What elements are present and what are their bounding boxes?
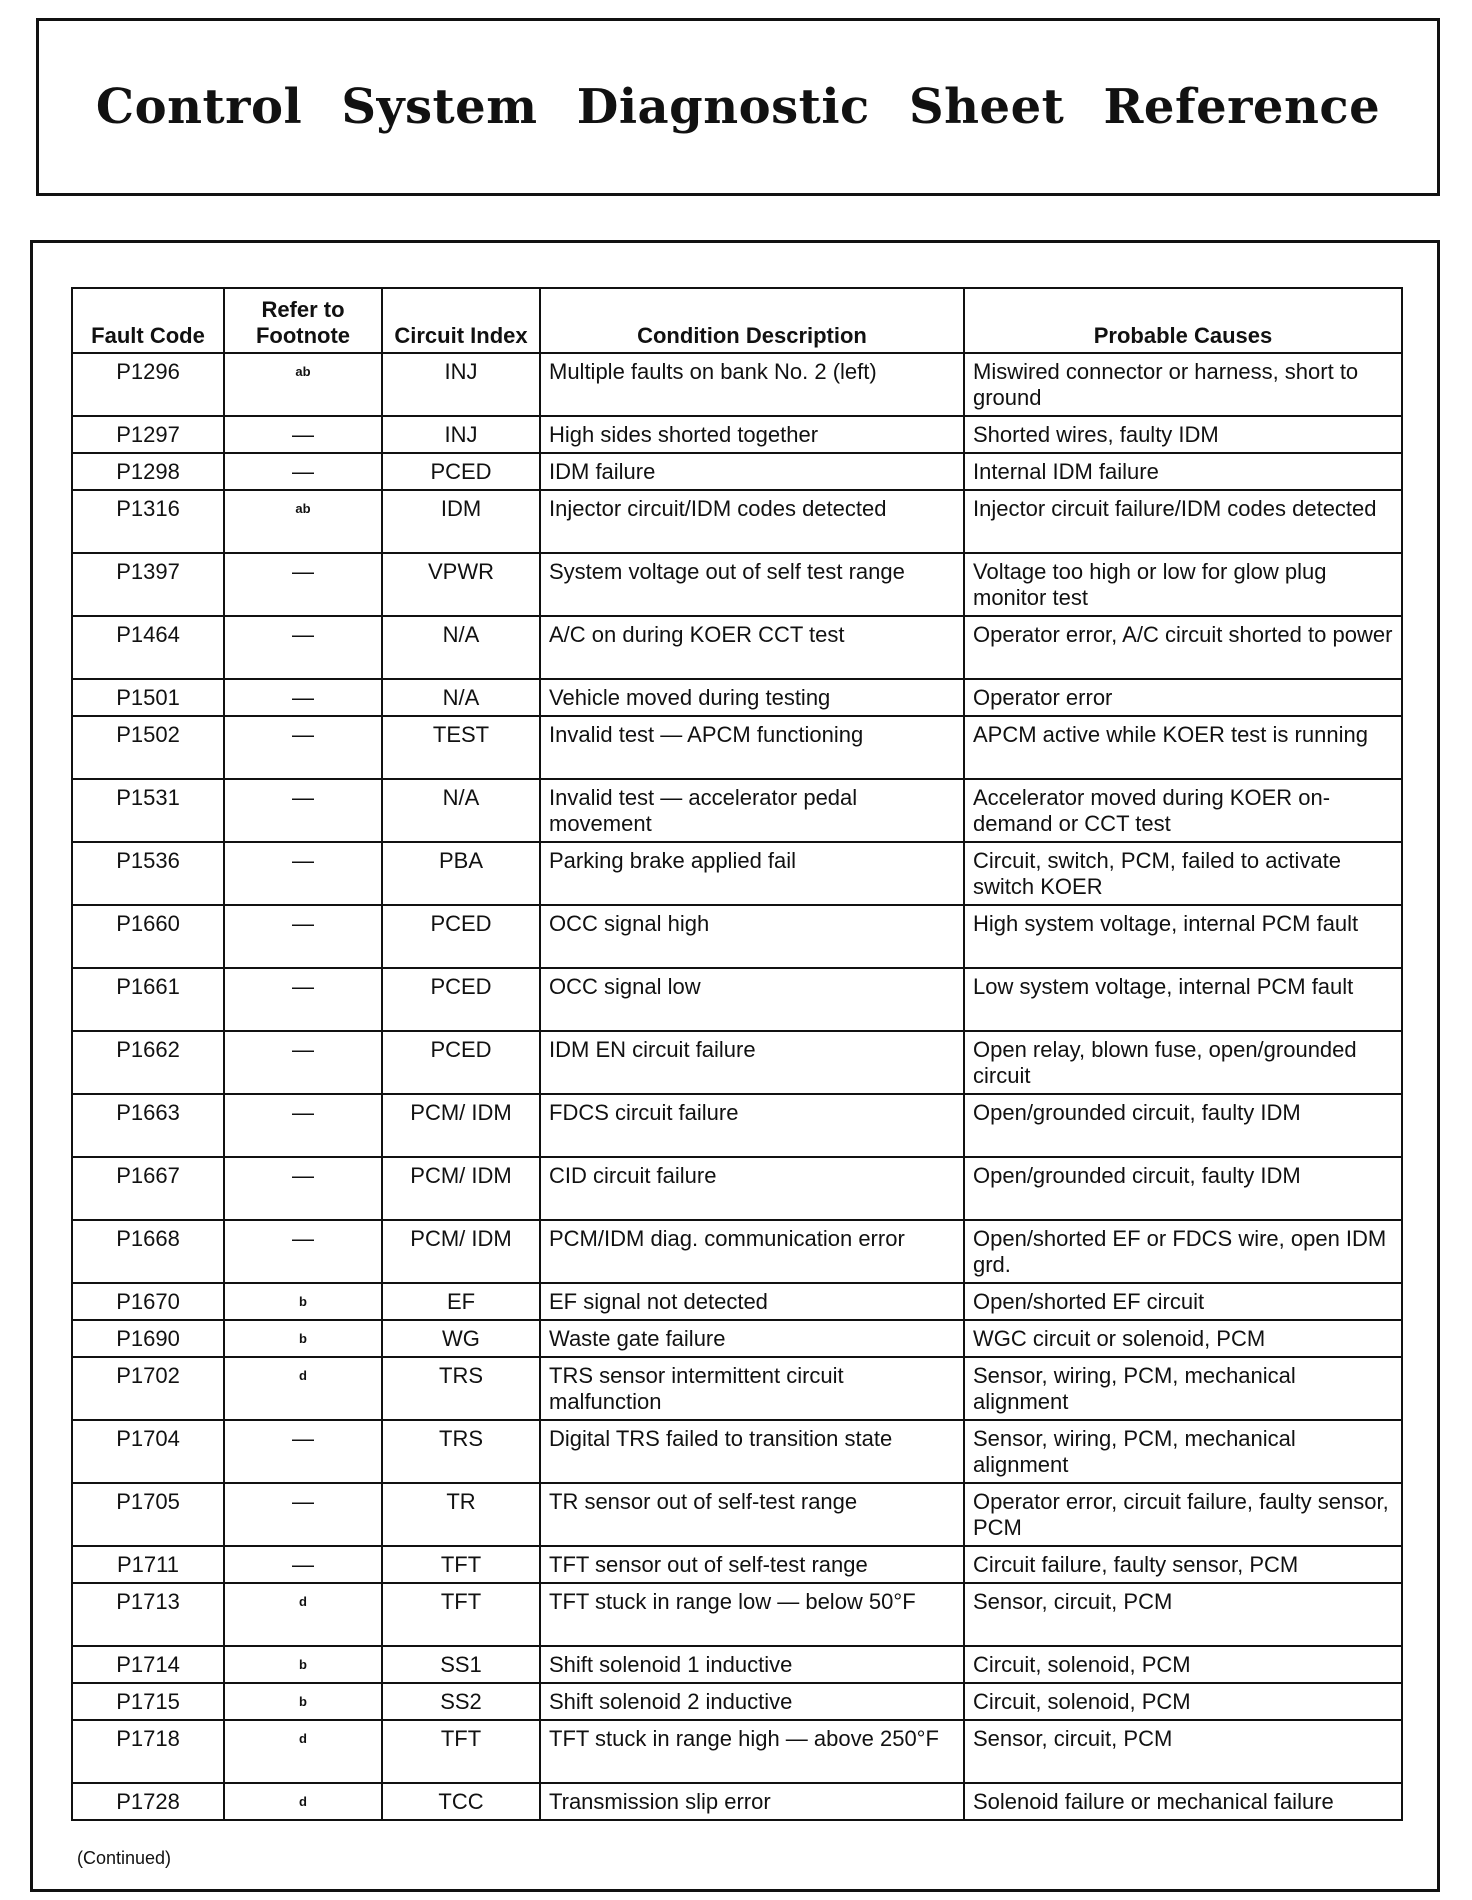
probable-causes-cell: Low system voltage, internal PCM fault bbox=[964, 968, 1402, 1031]
table-row bbox=[72, 1357, 1402, 1420]
condition-description-cell: Digital TRS failed to transition state bbox=[540, 1420, 964, 1483]
footnote-cell: — bbox=[224, 716, 382, 779]
condition-description-cell: Waste gate failure bbox=[540, 1320, 964, 1357]
probable-causes-cell: Circuit failure, faulty sensor, PCM bbox=[964, 1546, 1402, 1583]
condition-description-cell: OCC signal high bbox=[540, 905, 964, 968]
footnote-cell: — bbox=[224, 1220, 382, 1283]
fault-code-cell: P1667 bbox=[72, 1157, 224, 1220]
footnote-cell: — bbox=[224, 553, 382, 616]
circuit-index-cell: VPWR bbox=[382, 553, 540, 616]
probable-causes-cell: WGC circuit or solenoid, PCM bbox=[964, 1320, 1402, 1357]
circuit-index-cell: PCM/ IDM bbox=[382, 1157, 540, 1220]
table-row bbox=[72, 1683, 1402, 1720]
fault-code-cell: P1502 bbox=[72, 716, 224, 779]
table-header-row bbox=[72, 288, 1402, 353]
footnote-cell: — bbox=[224, 453, 382, 490]
circuit-index-cell: TR bbox=[382, 1483, 540, 1546]
footnote-cell: — bbox=[224, 616, 382, 679]
circuit-index-cell: INJ bbox=[382, 416, 540, 453]
footnote-cell: — bbox=[224, 416, 382, 453]
condition-description-cell: High sides shorted together bbox=[540, 416, 964, 453]
fault-code-cell: P1316 bbox=[72, 490, 224, 553]
circuit-index-cell: N/A bbox=[382, 616, 540, 679]
probable-causes-cell: Miswired connector or harness, short to ground bbox=[964, 353, 1402, 416]
condition-description-cell: TFT sensor out of self-test range bbox=[540, 1546, 964, 1583]
fault-code-cell: P1397 bbox=[72, 553, 224, 616]
table-row bbox=[72, 1546, 1402, 1583]
circuit-index-cell: IDM bbox=[382, 490, 540, 553]
circuit-index-cell: PCED bbox=[382, 1031, 540, 1094]
footnote-cell: — bbox=[224, 1094, 382, 1157]
footnote-cell: — bbox=[224, 1420, 382, 1483]
condition-description-cell: OCC signal low bbox=[540, 968, 964, 1031]
condition-description-cell: TRS sensor intermittent circuit malfunction bbox=[540, 1357, 964, 1420]
footnote-cell: — bbox=[224, 1483, 382, 1546]
condition-description-cell: IDM EN circuit failure bbox=[540, 1031, 964, 1094]
title-box bbox=[36, 18, 1440, 196]
footnote-cell: — bbox=[224, 842, 382, 905]
table-row bbox=[72, 553, 1402, 616]
probable-causes-cell: Circuit, solenoid, PCM bbox=[964, 1646, 1402, 1683]
table-row bbox=[72, 1646, 1402, 1683]
table-row bbox=[72, 1220, 1402, 1283]
condition-description-cell: CID circuit failure bbox=[540, 1157, 964, 1220]
circuit-index-cell: INJ bbox=[382, 353, 540, 416]
probable-causes-cell: Sensor, circuit, PCM bbox=[964, 1720, 1402, 1783]
fault-code-cell: P1704 bbox=[72, 1420, 224, 1483]
table-row bbox=[72, 453, 1402, 490]
footnote-cell: — bbox=[224, 679, 382, 716]
probable-causes-cell: Open/shorted EF circuit bbox=[964, 1283, 1402, 1320]
table-row bbox=[72, 1720, 1402, 1783]
circuit-index-cell: PCED bbox=[382, 905, 540, 968]
fault-code-cell: P1298 bbox=[72, 453, 224, 490]
circuit-index-cell: TFT bbox=[382, 1720, 540, 1783]
probable-causes-cell: Circuit, switch, PCM, failed to activate switch KOER bbox=[964, 842, 1402, 905]
table-row bbox=[72, 1420, 1402, 1483]
fault-code-cell: P1670 bbox=[72, 1283, 224, 1320]
fault-code-cell: P1662 bbox=[72, 1031, 224, 1094]
condition-description-cell: TFT stuck in range low — below 50°F bbox=[540, 1583, 964, 1646]
condition-description-cell: Injector circuit/IDM codes detected bbox=[540, 490, 964, 553]
circuit-index-cell: PBA bbox=[382, 842, 540, 905]
footnote-cell: d bbox=[224, 1583, 382, 1646]
continued-note: (Continued) bbox=[77, 1848, 172, 1868]
table-row bbox=[72, 1031, 1402, 1094]
condition-description-cell: Shift solenoid 2 inductive bbox=[540, 1683, 964, 1720]
probable-causes-cell: Operator error bbox=[964, 679, 1402, 716]
circuit-index-cell: EF bbox=[382, 1283, 540, 1320]
condition-description-cell: PCM/IDM diag. communication error bbox=[540, 1220, 964, 1283]
fault-code-cell: P1660 bbox=[72, 905, 224, 968]
table-row bbox=[72, 905, 1402, 968]
footnote-cell: — bbox=[224, 779, 382, 842]
footnote-cell: d bbox=[224, 1720, 382, 1783]
fault-code-table bbox=[71, 287, 1403, 1821]
table-row bbox=[72, 1157, 1402, 1220]
circuit-index-cell: SS1 bbox=[382, 1646, 540, 1683]
probable-causes-cell: Sensor, circuit, PCM bbox=[964, 1583, 1402, 1646]
table-row bbox=[72, 968, 1402, 1031]
probable-causes-cell: Solenoid failure or mechanical failure bbox=[964, 1783, 1402, 1820]
probable-causes-cell: Open/grounded circuit, faulty IDM bbox=[964, 1094, 1402, 1157]
footnote-cell: — bbox=[224, 1157, 382, 1220]
probable-causes-cell: Injector circuit failure/IDM codes detected bbox=[964, 490, 1402, 553]
condition-description-cell: Multiple faults on bank No. 2 (left) bbox=[540, 353, 964, 416]
fault-code-cell: P1531 bbox=[72, 779, 224, 842]
table-row bbox=[72, 416, 1402, 453]
condition-description-cell: System voltage out of self test range bbox=[540, 553, 964, 616]
circuit-index-cell: PCM/ IDM bbox=[382, 1220, 540, 1283]
table-row bbox=[72, 716, 1402, 779]
condition-description-cell: Shift solenoid 1 inductive bbox=[540, 1646, 964, 1683]
table-row bbox=[72, 1320, 1402, 1357]
table-row bbox=[72, 1283, 1402, 1320]
probable-causes-cell: Operator error, A/C circuit shorted to power bbox=[964, 616, 1402, 679]
fault-code-cell: P1464 bbox=[72, 616, 224, 679]
probable-causes-cell: Shorted wires, faulty IDM bbox=[964, 416, 1402, 453]
table-row bbox=[72, 679, 1402, 716]
probable-causes-cell: Open relay, blown fuse, open/grounded circuit bbox=[964, 1031, 1402, 1094]
footnote-cell: — bbox=[224, 968, 382, 1031]
table-row bbox=[72, 1094, 1402, 1157]
table-row bbox=[72, 490, 1402, 553]
footnote-cell: b bbox=[224, 1283, 382, 1320]
footnote-cell: ab bbox=[224, 353, 382, 416]
footnote-cell: — bbox=[224, 905, 382, 968]
page-title: Control System Diagnostic Sheet Reference bbox=[95, 79, 1381, 135]
fault-code-cell: P1715 bbox=[72, 1683, 224, 1720]
condition-description-cell: EF signal not detected bbox=[540, 1283, 964, 1320]
circuit-index-cell: TRS bbox=[382, 1420, 540, 1483]
circuit-index-cell: WG bbox=[382, 1320, 540, 1357]
condition-description-cell: Invalid test — accelerator pedal movement bbox=[540, 779, 964, 842]
circuit-index-cell: TFT bbox=[382, 1546, 540, 1583]
probable-causes-cell: Accelerator moved during KOER on-demand or CCT test bbox=[964, 779, 1402, 842]
header-probable-causes: Probable Causes bbox=[964, 288, 1402, 353]
probable-causes-cell: Internal IDM failure bbox=[964, 453, 1402, 490]
condition-description-cell: TR sensor out of self-test range bbox=[540, 1483, 964, 1546]
fault-code-cell: P1705 bbox=[72, 1483, 224, 1546]
fault-code-cell: P1297 bbox=[72, 416, 224, 453]
probable-causes-cell: Sensor, wiring, PCM, mechanical alignment bbox=[964, 1357, 1402, 1420]
circuit-index-cell: PCED bbox=[382, 453, 540, 490]
condition-description-cell: Parking brake applied fail bbox=[540, 842, 964, 905]
probable-causes-cell: Voltage too high or low for glow plug monitor test bbox=[964, 553, 1402, 616]
table-row bbox=[72, 779, 1402, 842]
fault-code-cell: P1661 bbox=[72, 968, 224, 1031]
fault-code-cell: P1711 bbox=[72, 1546, 224, 1583]
probable-causes-cell: High system voltage, internal PCM fault bbox=[964, 905, 1402, 968]
footnote-cell: b bbox=[224, 1683, 382, 1720]
probable-causes-cell: Operator error, circuit failure, faulty sensor, PCM bbox=[964, 1483, 1402, 1546]
footnote-cell: ab bbox=[224, 490, 382, 553]
table-row bbox=[72, 1583, 1402, 1646]
condition-description-cell: Vehicle moved during testing bbox=[540, 679, 964, 716]
footnote-cell: b bbox=[224, 1320, 382, 1357]
probable-causes-cell: Sensor, wiring, PCM, mechanical alignment bbox=[964, 1420, 1402, 1483]
condition-description-cell: Transmission slip error bbox=[540, 1783, 964, 1820]
fault-code-cell: P1690 bbox=[72, 1320, 224, 1357]
table-row bbox=[72, 1783, 1402, 1820]
probable-causes-cell: Circuit, solenoid, PCM bbox=[964, 1683, 1402, 1720]
header-circuit-index: Circuit Index bbox=[382, 288, 540, 353]
footnote-cell: — bbox=[224, 1031, 382, 1094]
footnote-cell: d bbox=[224, 1783, 382, 1820]
probable-causes-cell: Open/shorted EF or FDCS wire, open IDM grd. bbox=[964, 1220, 1402, 1283]
table-row bbox=[72, 353, 1402, 416]
probable-causes-cell: APCM active while KOER test is running bbox=[964, 716, 1402, 779]
header-fault-code: Fault Code bbox=[72, 288, 224, 353]
condition-description-cell: Invalid test — APCM functioning bbox=[540, 716, 964, 779]
table-row bbox=[72, 1483, 1402, 1546]
circuit-index-cell: TRS bbox=[382, 1357, 540, 1420]
table-row bbox=[72, 842, 1402, 905]
condition-description-cell: A/C on during KOER CCT test bbox=[540, 616, 964, 679]
footnote-cell: — bbox=[224, 1546, 382, 1583]
circuit-index-cell: TEST bbox=[382, 716, 540, 779]
circuit-index-cell: N/A bbox=[382, 779, 540, 842]
circuit-index-cell: PCED bbox=[382, 968, 540, 1031]
footnote-cell: b bbox=[224, 1646, 382, 1683]
fault-code-cell: P1702 bbox=[72, 1357, 224, 1420]
fault-code-cell: P1296 bbox=[72, 353, 224, 416]
fault-code-cell: P1501 bbox=[72, 679, 224, 716]
condition-description-cell: TFT stuck in range high — above 250°F bbox=[540, 1720, 964, 1783]
circuit-index-cell: TFT bbox=[382, 1583, 540, 1646]
fault-code-cell: P1718 bbox=[72, 1720, 224, 1783]
fault-code-cell: P1536 bbox=[72, 842, 224, 905]
circuit-index-cell: PCM/ IDM bbox=[382, 1094, 540, 1157]
fault-code-cell: P1713 bbox=[72, 1583, 224, 1646]
header-condition-description: Condition Description bbox=[540, 288, 964, 353]
table-body bbox=[72, 353, 1402, 1820]
circuit-index-cell: N/A bbox=[382, 679, 540, 716]
condition-description-cell: IDM failure bbox=[540, 453, 964, 490]
footnote-cell: d bbox=[224, 1357, 382, 1420]
header-refer-to-footnote: Refer to Footnote bbox=[224, 288, 382, 353]
circuit-index-cell: SS2 bbox=[382, 1683, 540, 1720]
fault-code-cell: P1714 bbox=[72, 1646, 224, 1683]
fault-code-cell: P1663 bbox=[72, 1094, 224, 1157]
fault-code-cell: P1668 bbox=[72, 1220, 224, 1283]
diagnostic-table-panel bbox=[30, 240, 1440, 1892]
probable-causes-cell: Open/grounded circuit, faulty IDM bbox=[964, 1157, 1402, 1220]
circuit-index-cell: TCC bbox=[382, 1783, 540, 1820]
table-row bbox=[72, 616, 1402, 679]
condition-description-cell: FDCS circuit failure bbox=[540, 1094, 964, 1157]
fault-code-cell: P1728 bbox=[72, 1783, 224, 1820]
